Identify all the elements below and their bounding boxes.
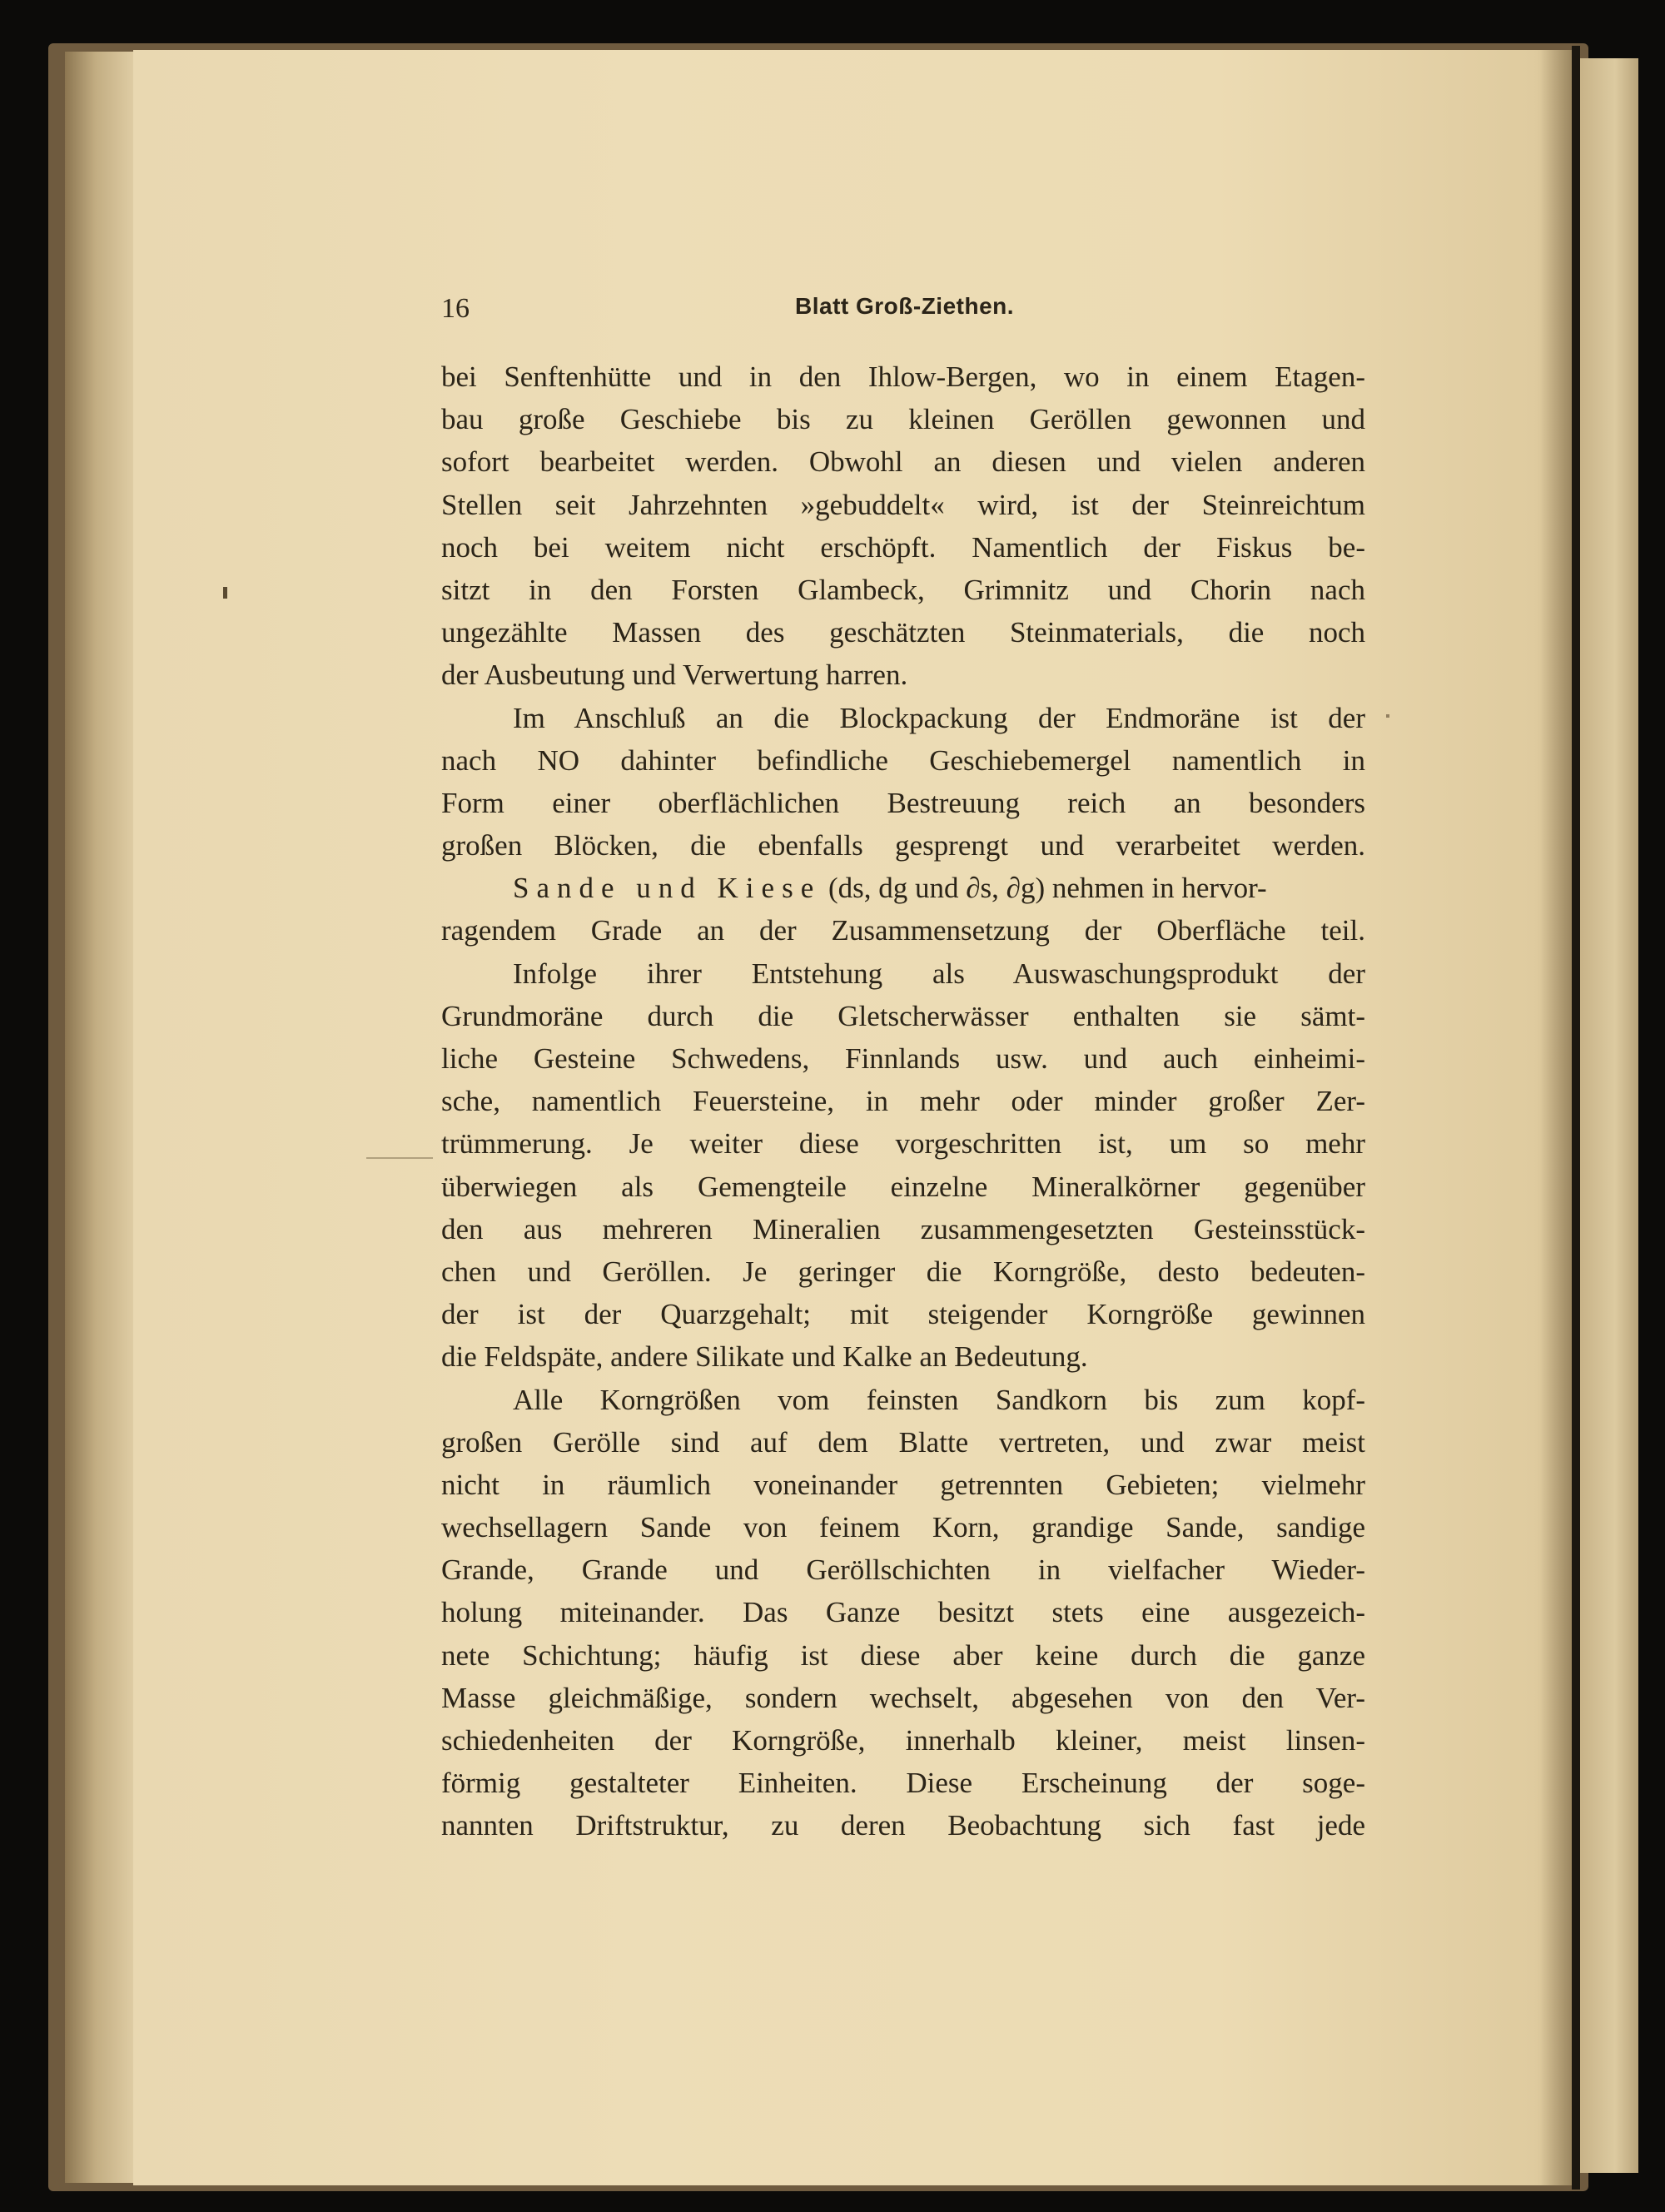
text-line: nete Schichtung; häufig ist diese aber keine durch die ganze [441, 1638, 1365, 1672]
page-number: 16 [441, 293, 470, 324]
text-line: liche Gesteine Schwedens, Finnlands usw. und auch einheimi- [441, 1042, 1365, 1075]
text-line: Im Anschluß an die Blockpackung der Endmoräne ist der [513, 701, 1365, 734]
text-line: großen Gerölle sind auf dem Blatte vertreten, und zwar meist [441, 1425, 1365, 1459]
text-line: den aus mehreren Mineralien zusammengesetzten Gesteinsstück- [441, 1212, 1365, 1245]
text-line: Infolge ihrer Entstehung als Auswaschungsprodukt der [513, 957, 1365, 990]
running-title: Blatt Groß-Ziethen. [795, 293, 1015, 319]
text-line: Grundmoräne durch die Gletscherwässer enthalten sie sämt- [441, 999, 1365, 1032]
spaced-heading: Sande und Kiese [513, 872, 822, 905]
text-line: der ist der Quarzgehalt; mit steigender Korngröße gewinnen [441, 1298, 1365, 1331]
text-line: die Feldspäte, andere Silikate und Kalke an Bedeutung. [441, 1340, 1088, 1374]
text-line [441, 867, 1365, 909]
text-line: nannten Driftstruktur, zu deren Beobachtung sich fast jede [441, 1809, 1365, 1842]
gutter-shadow [1540, 50, 1573, 2185]
book-gutter [1572, 46, 1580, 2190]
facing-page-edge [1580, 58, 1638, 2173]
scan-border [1638, 58, 1665, 2173]
text-line: trümmerung. Je weiter diese vorgeschritten ist, um so mehr [441, 1127, 1365, 1161]
text-line: Grande, Grande und Geröllschichten in vielfacher Wieder- [441, 1553, 1365, 1587]
text-line: bau große Geschiebe bis zu kleinen Geröllen gewonnen und [441, 403, 1365, 436]
text-line: Masse gleichmäßige, sondern wechselt, abgesehen von den Ver- [441, 1681, 1365, 1714]
text-line: nicht in räumlich voneinander getrennten Gebieten; vielmehr [441, 1468, 1365, 1501]
text-line: sitzt in den Forsten Glambeck, Grimnitz und Chorin nach [441, 573, 1365, 606]
text-line: holung miteinander. Das Ganze besitzt stets eine ausgezeich- [441, 1596, 1365, 1629]
text-line: förmig gestalteter Einheiten. Diese Erscheinung der soge- [441, 1767, 1365, 1800]
text-line: Stellen seit Jahrzehnten »gebuddelt« wird, ist der Steinreichtum [441, 488, 1365, 521]
text-line: chen und Geröllen. Je geringer die Korngröße, desto bedeuten- [441, 1255, 1365, 1288]
body-text [441, 355, 1365, 1847]
text-line: Alle Korngrößen vom feinsten Sandkorn bis zum kopf- [513, 1383, 1365, 1416]
text-line: Form einer oberflächlichen Bestreuung reich an besonders [441, 786, 1365, 819]
text-line: überwiegen als Gemengteile einzelne Mineralkörner gegenüber [441, 1170, 1365, 1203]
text-line: großen Blöcken, die ebenfalls gesprengt und verarbeitet werden. [441, 829, 1365, 862]
text-line: bei Senftenhütte und in den Ihlow-Bergen, wo in einem Etagen- [441, 360, 1365, 393]
text-line: schiedenheiten der Korngröße, innerhalb kleiner, meist linsen- [441, 1724, 1365, 1757]
text-line: nach NO dahinter befindliche Geschiebemergel namentlich in [441, 743, 1365, 777]
page-stack-edge [65, 52, 142, 2183]
text-line: noch bei weitem nicht erschöpft. Namentlich der Fiskus be- [441, 530, 1365, 564]
text-line: sofort bearbeitet werden. Obwohl an diesen und vielen anderen [441, 445, 1365, 479]
text-line: ragendem Grade an der Zusammensetzung der Oberfläche teil. [441, 914, 1365, 947]
text-line: der Ausbeutung und Verwertung harren. [441, 659, 908, 692]
text-line: sche, namentlich Feuersteine, in mehr oder minder großer Zer- [441, 1085, 1365, 1118]
margin-mark [366, 1157, 433, 1159]
margin-mark [223, 587, 227, 599]
text-line: wechsellagern Sande von feinem Korn, grandige Sande, sandige [441, 1511, 1365, 1544]
page-speck [1386, 714, 1389, 718]
text-line: ungezählte Massen des geschätzten Steinmaterials, die noch [441, 616, 1365, 649]
text-line-rest: (ds, dg und ∂s, ∂g) nehmen in hervor- [821, 872, 1267, 905]
